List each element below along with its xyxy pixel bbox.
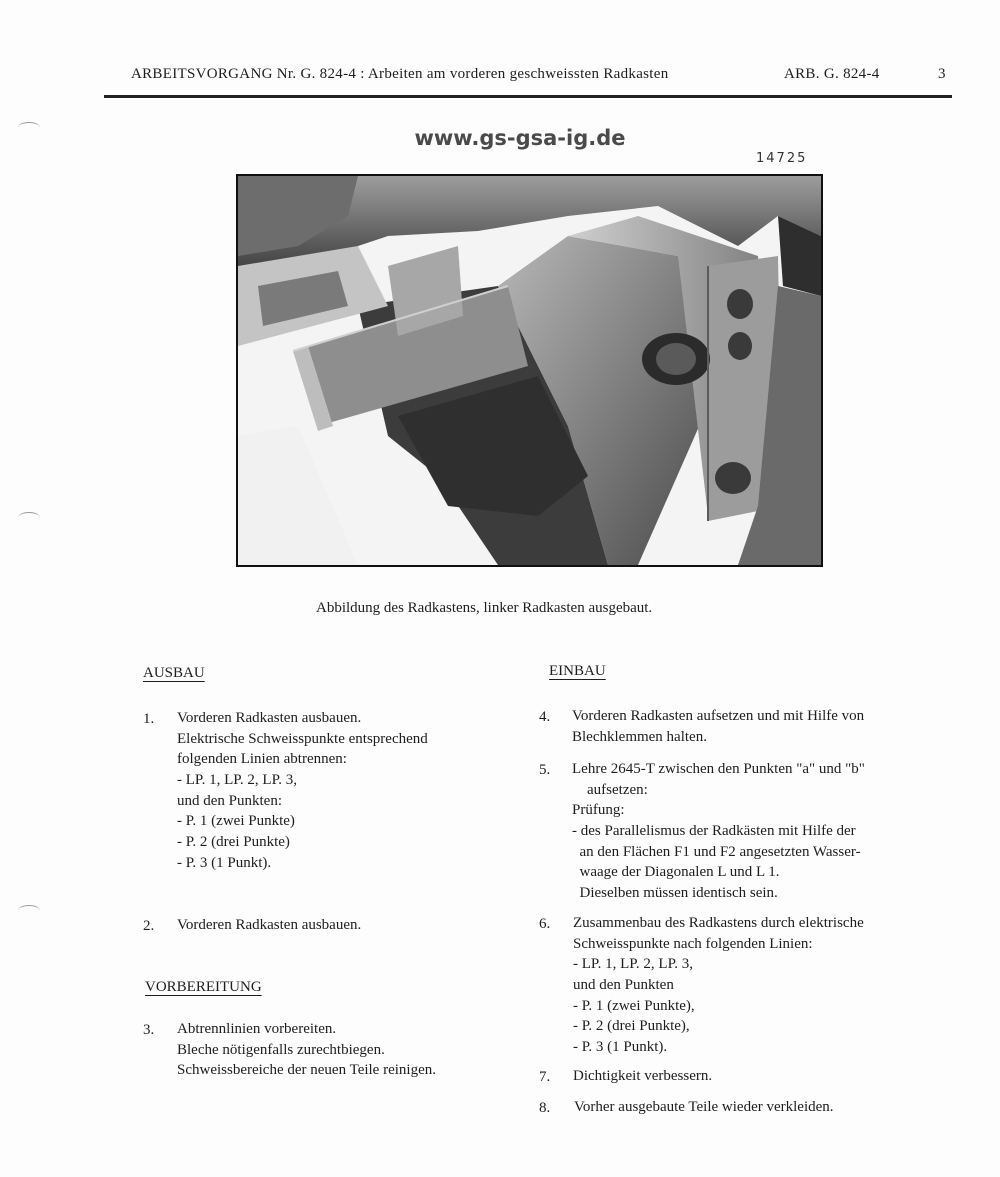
section-title-vorbereitung: VORBEREITUNG [145,979,262,995]
step-1-text: Vorderen Radkasten ausbauen. Elektrische Schweisspunkte entsprechend folgenden Linien abtrennen: - LP. 1, LP. 2, LP. 3, und den Punkten: - P. 1 (zwei Punkte) - P. 2 (drei Punkte) - P. 3 (1 Punkt). [177,710,428,871]
wheel-housing-photo [236,174,823,567]
step-number: 5. [539,762,551,778]
step-number: 7. [539,1069,551,1085]
step-3-text: Abtrennlinien vorbereiten. Bleche nötigenfalls zurechtbiegen. Schweissbereiche der neuen Teile reinigen. [177,1021,436,1079]
step-6-text: Zusammenbau des Radkastens durch elektrische Schweisspunkte nach folgenden Linien: - LP. 1, LP. 2, LP. 3, und den Punkten - P. 1 (zwei Punkte), - P. 2 (drei Punkte), - P. 3 (1 Punkt). [573,915,864,1056]
step-5-text: Lehre 2645-T zwischen den Punkten "a" und "b" aufsetzen: Prüfung: - des Parallelismus der Radkästen mit Hilfe der an den Flächen F1 und F2 angesetzten Wasser- waage der Diagonalen L und L 1. Dieselben müssen identisch sein. [572,761,865,902]
section-title-ausbau: AUSBAU [143,665,205,681]
punch-hole-mark [18,905,40,916]
header-rule [104,95,952,98]
step-number: 6. [539,916,551,932]
step-8-text: Vorher ausgebaute Teile wieder verkleiden. [574,1099,834,1115]
step-number: 8. [539,1100,551,1116]
step-number: 4. [539,709,551,725]
figure-number: 14725 [756,151,808,166]
figure-caption: Abbildung des Radkastens, linker Radkasten ausgebaut. [316,600,653,616]
website-watermark: www.gs-gsa-ig.de [414,126,626,150]
step-number: 2. [143,918,155,934]
header-title: ARBEITSVORGANG Nr. G. 824-4 : Arbeiten am vorderen geschweissten Radkasten [131,66,669,82]
page-number: 3 [938,66,946,82]
step-number: 1. [143,711,155,727]
step-number: 3. [143,1022,155,1038]
step-2-text: Vorderen Radkasten ausbauen. [177,917,362,933]
step-4-text: Vorderen Radkasten aufsetzen und mit Hilfe von Blechklemmen halten. [572,708,865,745]
punch-hole-mark [18,512,40,523]
section-title-einbau: EINBAU [549,663,606,679]
header-code: ARB. G. 824-4 [784,66,880,82]
step-7-text: Dichtigkeit verbessern. [573,1068,713,1084]
